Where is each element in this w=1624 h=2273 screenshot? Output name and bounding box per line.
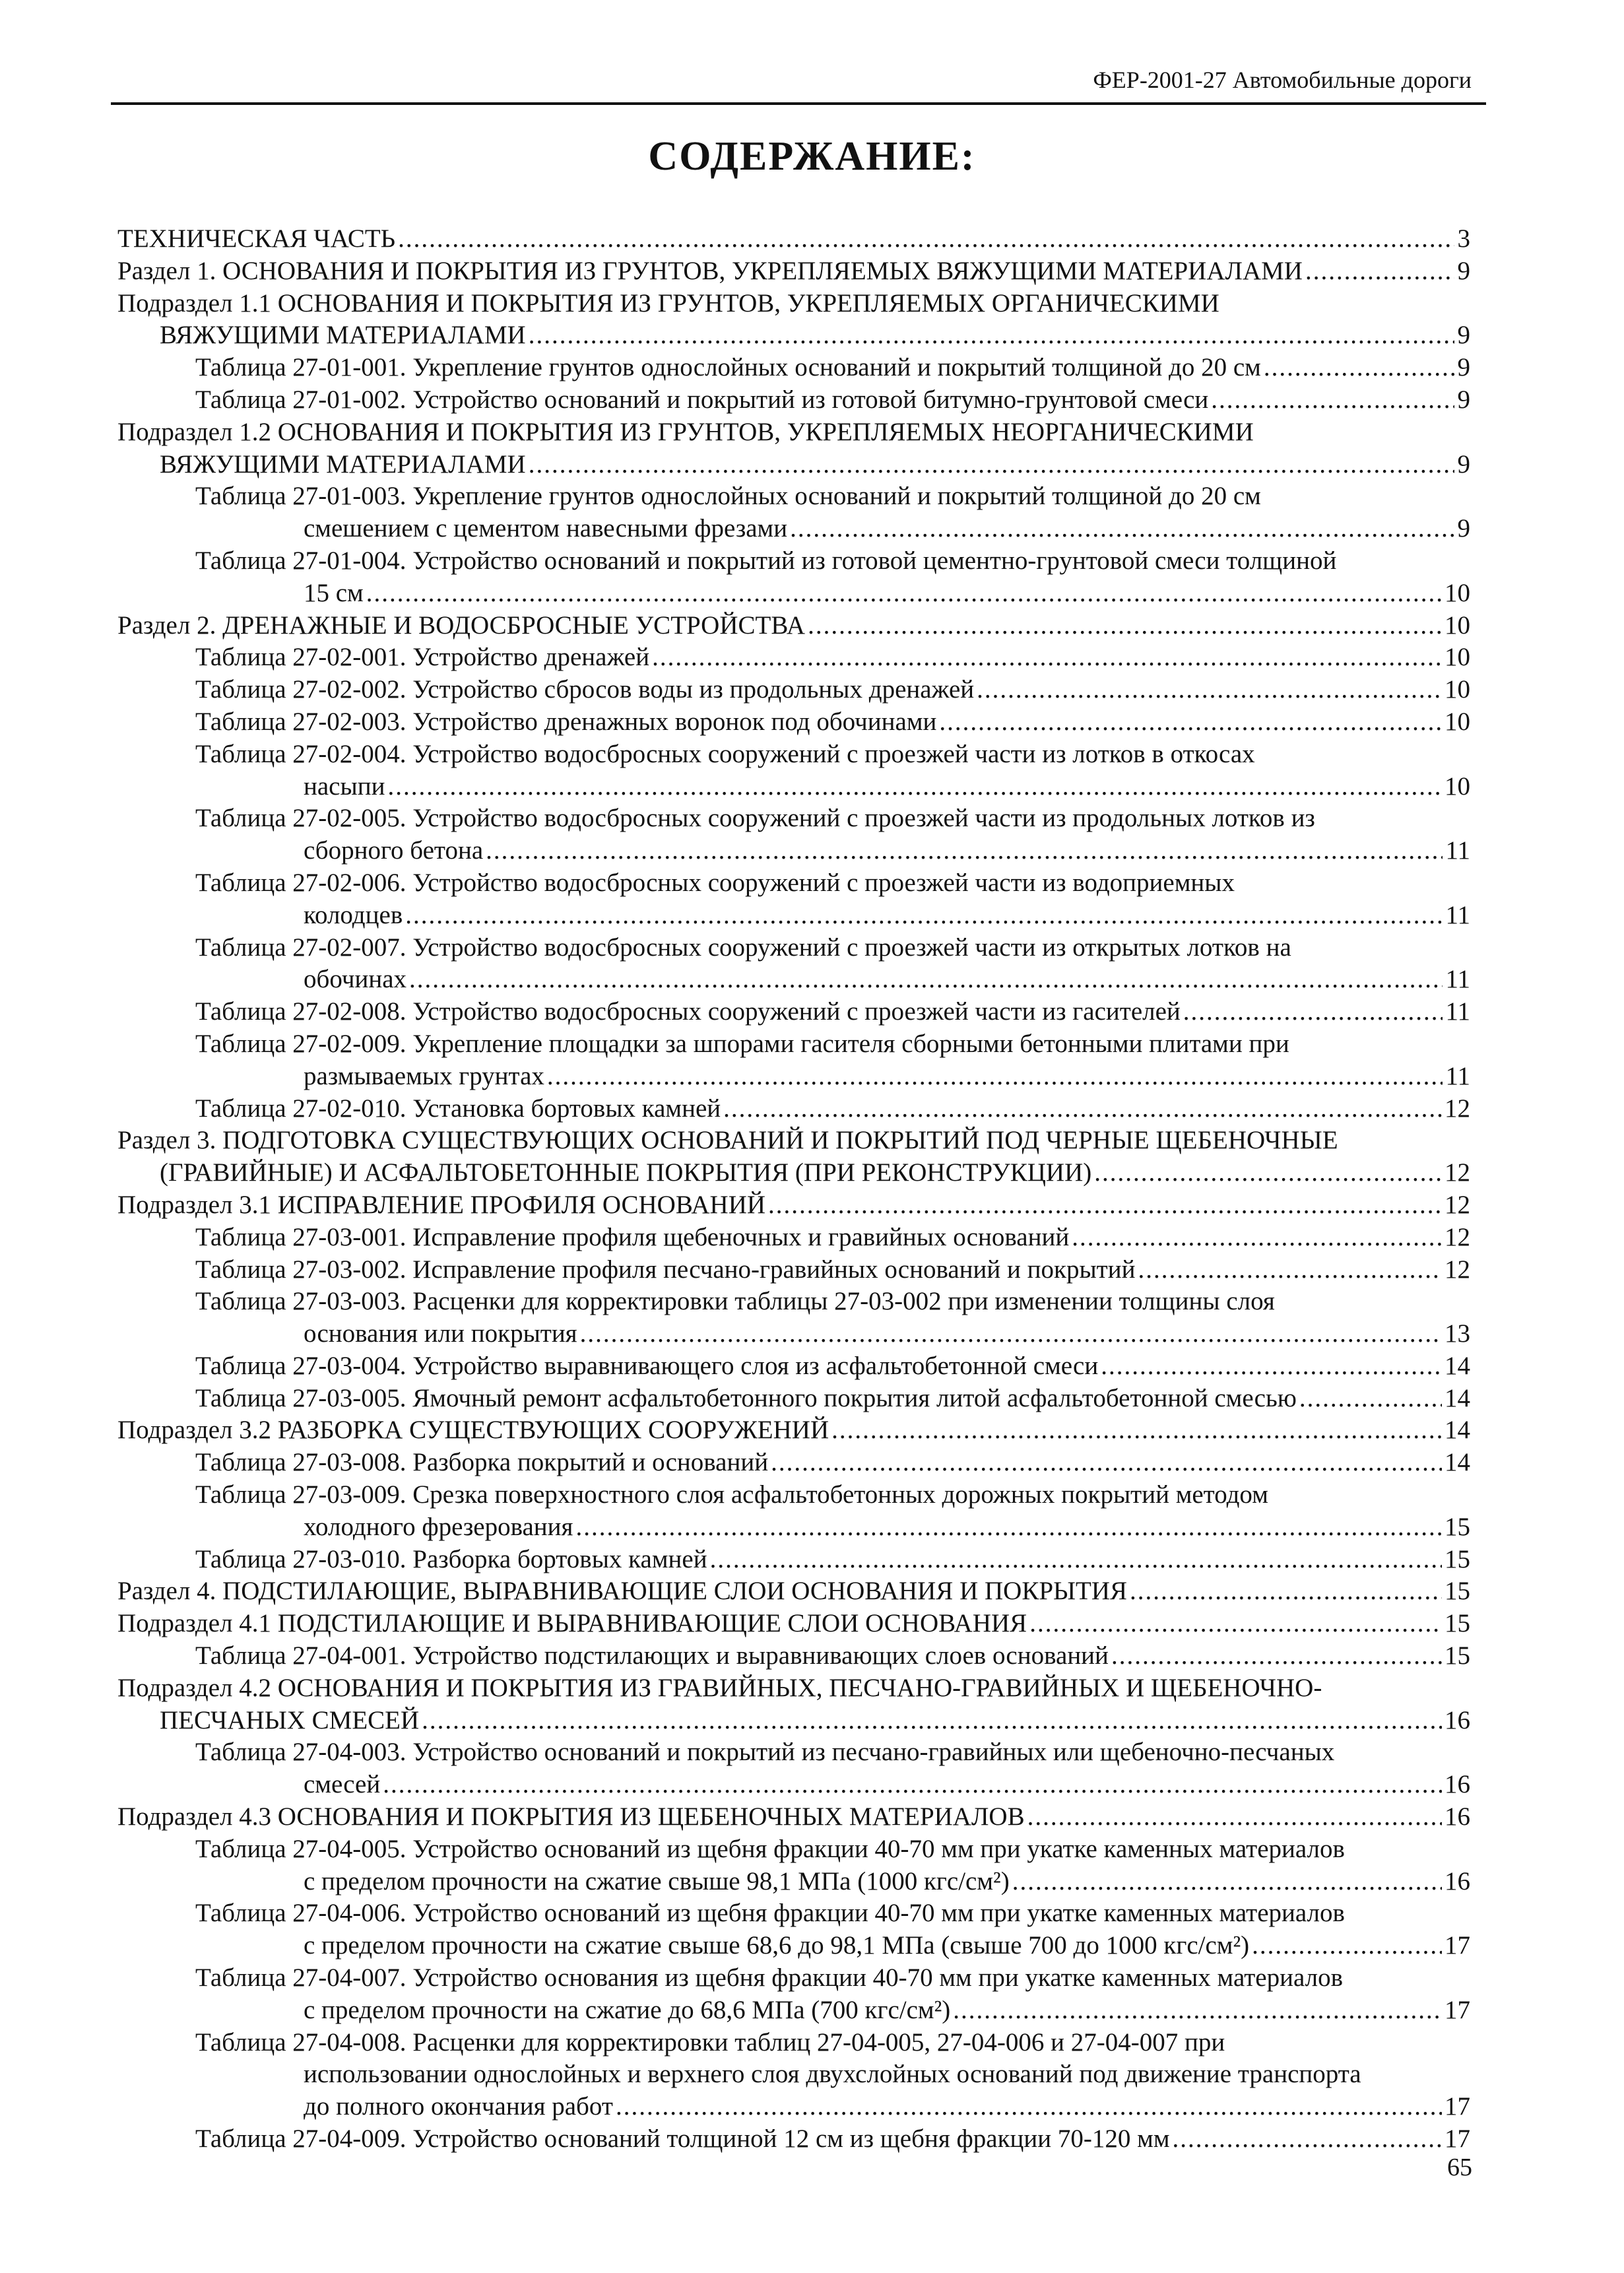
toc-entry-text: Таблица 27-01-003. Укрепление грунтов однослойных оснований и покрытий толщиной до 20 см	[195, 482, 1261, 511]
toc-entry-text: Таблица 27-02-001. Устройство дренажей	[195, 643, 650, 672]
toc-page-number: 3	[1457, 224, 1470, 253]
toc-entry-text: Таблица 27-01-001. Укрепление грунтов однослойных оснований и покрытий толщиной до 20 см	[195, 353, 1261, 382]
toc-page-number: 17	[1445, 2092, 1470, 2121]
toc-page-number: 15	[1445, 1512, 1470, 1541]
toc-page-number: 14	[1445, 1383, 1470, 1412]
toc-entry-text: Таблица 27-04-009. Устройство оснований толщиной 12 см из щебня фракции 70-120 мм	[195, 2125, 1170, 2154]
toc-entry[interactable]	[117, 480, 1470, 513]
toc-entry[interactable]	[117, 1994, 1470, 2027]
toc-entry[interactable]	[117, 1254, 1470, 1286]
toc-entry-text: обочинах	[304, 965, 406, 994]
toc-page-number: 10	[1445, 675, 1470, 704]
toc-page-number: 15	[1445, 1609, 1470, 1638]
dot-leader	[409, 964, 1443, 996]
page-number: 65	[1447, 2154, 1472, 2181]
toc-entry-text: Подраздел 3.1 ИСПРАВЛЕНИЕ ПРОФИЛЯ ОСНОВАНИЙ	[117, 1190, 766, 1219]
toc-entry-text: Таблица 27-04-006. Устройство оснований из щебня фракции 40-70 мм при укатке каменных материалов	[195, 1899, 1345, 1928]
toc-entry-text: Подраздел 4.1 ПОДСТИЛАЮЩИЕ И ВЫРАВНИВАЮЩИЕ СЛОИ ОСНОВАНИЯ	[117, 1609, 1027, 1638]
dot-leader	[1012, 1866, 1442, 1898]
toc-entry[interactable]	[117, 642, 1470, 674]
toc-page-number: 17	[1445, 1995, 1470, 2024]
toc-entry[interactable]	[117, 1447, 1470, 1479]
toc-page-number: 11	[1445, 1061, 1470, 1090]
toc-page-number: 15	[1445, 1577, 1470, 1606]
toc-page-number: 10	[1445, 643, 1470, 672]
toc-entry[interactable]	[117, 1672, 1470, 1705]
toc-page-number: 11	[1445, 836, 1470, 865]
toc-entry[interactable]	[117, 900, 1470, 932]
toc-entry-text: Таблица 27-02-006. Устройство водосбросных сооружений с проезжей части из водоприемных	[195, 868, 1235, 897]
toc-entry[interactable]	[117, 288, 1470, 320]
toc-entry[interactable]	[117, 1511, 1470, 1544]
toc-entry-text: Подраздел 1.2 ОСНОВАНИЯ И ПОКРЫТИЯ ИЗ ГРУНТОВ, УКРЕПЛЯЕМЫХ НЕОРГАНИЧЕСКИМИ	[117, 417, 1254, 446]
toc-entry-text: Раздел 1. ОСНОВАНИЯ И ПОКРЫТИЯ ИЗ ГРУНТОВ, УКРЕПЛЯЕМЫХ ВЯЖУЩИМИ МАТЕРИАЛАМИ	[117, 256, 1303, 285]
toc-entry[interactable]	[117, 1962, 1470, 1994]
toc-page-number: 14	[1445, 1351, 1470, 1380]
dot-leader	[1252, 1930, 1442, 1962]
header-rule	[111, 102, 1486, 105]
toc-page-number: 12	[1445, 1190, 1470, 1219]
toc-entry-text: до полного окончания работ	[304, 2092, 613, 2121]
toc-page-number: 9	[1457, 256, 1470, 285]
toc-entry-text: смешением с цементом навесными фрезами	[304, 514, 788, 543]
toc-entry[interactable]	[117, 1897, 1470, 1930]
dot-leader	[1211, 384, 1454, 416]
toc-entry-text: Таблица 27-03-009. Срезка поверхностного слоя асфальтобетонных дорожных покрытий методом	[195, 1480, 1268, 1509]
toc-entry[interactable]	[117, 1383, 1470, 1415]
toc-entry[interactable]	[117, 771, 1470, 803]
toc-entry[interactable]	[117, 1769, 1470, 1801]
dot-leader	[580, 1318, 1442, 1350]
toc-entry-text: с пределом прочности на сжатие свыше 98,1 МПа (1000 кгс/см²)	[304, 1866, 1010, 1895]
toc-entry[interactable]	[117, 319, 1470, 352]
toc-entry-text: ВЯЖУЩИМИ МАТЕРИАЛАМИ	[160, 449, 526, 478]
toc-entry[interactable]	[117, 1479, 1470, 1511]
toc-entry[interactable]	[117, 352, 1470, 384]
toc-page-number: 11	[1445, 997, 1470, 1026]
toc-entry[interactable]	[117, 1318, 1470, 1350]
toc-entry[interactable]	[117, 1544, 1470, 1576]
toc-entry-text: Таблица 27-03-010. Разборка бортовых камней	[195, 1544, 707, 1573]
dot-leader	[977, 674, 1442, 706]
toc-entry-text: Раздел 3. ПОДГОТОВКА СУЩЕСТВУЮЩИХ ОСНОВАНИЙ И ПОКРЫТИЙ ПОД ЧЕРНЫЕ ЩЕБЕНОЧНЫЕ	[117, 1126, 1338, 1155]
toc-entry[interactable]	[117, 1575, 1470, 1608]
toc-entry-text: сборного бетона	[304, 836, 484, 865]
toc-entry-text: 15 см	[304, 578, 364, 607]
toc-entry-text: размываемых грунтах	[304, 1061, 544, 1090]
dot-leader	[1138, 1254, 1442, 1286]
toc-entry-text: Таблица 27-02-007. Устройство водосбросных сооружений с проезжей части из открытых лотков на	[195, 933, 1291, 962]
dot-leader	[723, 1093, 1442, 1125]
toc-entry[interactable]	[117, 1705, 1470, 1737]
dot-leader	[405, 900, 1443, 932]
dot-leader	[652, 642, 1442, 674]
dot-leader	[366, 577, 1442, 610]
toc-entry[interactable]	[117, 1222, 1470, 1254]
toc-entry-text: смесей	[304, 1770, 381, 1799]
toc-entry-text: Раздел 2. ДРЕНАЖНЫЕ И ВОДОСБРОСНЫЕ УСТРОЙСТВА	[117, 610, 806, 640]
toc-entry[interactable]	[117, 1866, 1470, 1898]
dot-leader	[1299, 1383, 1442, 1415]
toc-entry[interactable]	[117, 1350, 1470, 1383]
toc-page-number: 12	[1445, 1094, 1470, 1123]
toc-entry-text: Таблица 27-04-001. Устройство подстилающих и выравнивающих слоев оснований	[195, 1641, 1109, 1670]
toc-page-number: 14	[1445, 1416, 1470, 1445]
toc-entry-text: Таблица 27-04-008. Расценки для корректировки таблиц 27-04-005, 27-04-006 и 27-04-007 при	[195, 2027, 1225, 2057]
toc-page-number: 16	[1445, 1802, 1470, 1831]
dot-leader	[1101, 1350, 1442, 1383]
toc-page-number: 10	[1445, 610, 1470, 640]
toc-page-number: 9	[1457, 353, 1470, 382]
toc-entry-text: колодцев	[304, 900, 403, 929]
toc-entry-text: Таблица 27-04-007. Устройство основания из щебня фракции 40-70 мм при укатке каменных материалов	[195, 1963, 1344, 1993]
toc-entry[interactable]	[117, 1608, 1470, 1640]
dot-leader	[1029, 1608, 1442, 1640]
toc-entry[interactable]	[117, 1414, 1470, 1447]
dot-leader	[383, 1769, 1442, 1801]
dot-leader	[422, 1705, 1442, 1737]
toc-entry-text: насыпи	[304, 772, 385, 801]
toc-entry[interactable]	[117, 1286, 1470, 1318]
toc-entry-text: Таблица 27-03-002. Исправление профиля песчано-гравийных оснований и покрытий	[195, 1255, 1136, 1284]
dot-leader	[398, 223, 1454, 255]
dot-leader	[808, 610, 1442, 642]
toc-entry-text: Таблица 27-03-005. Ямочный ремонт асфальтобетонного покрытия литой асфальтобетонной смесью	[195, 1383, 1297, 1412]
dot-leader	[1072, 1222, 1442, 1254]
toc-entry[interactable]	[117, 706, 1470, 739]
toc-entry-text: Таблица 27-02-004. Устройство водосбросных сооружений с проезжей части из лотков в откосах	[195, 739, 1255, 768]
toc-entry-text: Таблица 27-01-002. Устройство оснований и покрытий из готовой битумно-грунтовой смеси	[195, 385, 1209, 414]
toc-entry-text: Таблица 27-03-004. Устройство выравнивающего слоя из асфальтобетонной смеси	[195, 1351, 1099, 1380]
toc-entry[interactable]	[117, 577, 1470, 610]
toc-entry-text: Таблица 27-03-003. Расценки для корректировки таблицы 27-03-002 при изменении толщины слоя	[195, 1287, 1275, 1316]
toc-entry-text: ТЕХНИЧЕСКАЯ ЧАСТЬ	[117, 224, 396, 253]
toc-entry[interactable]	[117, 1093, 1470, 1125]
toc-page-number: 17	[1445, 2125, 1470, 2154]
toc-entry-text: Раздел 4. ПОДСТИЛАЮЩИЕ, ВЫРАВНИВАЮЩИЕ СЛОИ ОСНОВАНИЯ И ПОКРЫТИЯ	[117, 1577, 1128, 1606]
dot-leader	[771, 1447, 1442, 1479]
dot-leader	[790, 513, 1454, 545]
toc-page-number: 9	[1457, 385, 1470, 414]
toc-entry[interactable]	[117, 2059, 1470, 2091]
toc-entry-text: холодного фрезерования	[304, 1512, 573, 1541]
toc-entry[interactable]	[117, 513, 1470, 545]
toc-entry-text: Подраздел 3.2 РАЗБОРКА СУЩЕСТВУЮЩИХ СООРУЖЕНИЙ	[117, 1416, 829, 1445]
toc-page-number: 15	[1445, 1641, 1470, 1670]
toc-entry[interactable]	[117, 2123, 1470, 2156]
dot-leader	[1264, 352, 1454, 384]
dot-leader	[1111, 1640, 1442, 1672]
toc-entry-text: Таблица 27-02-008. Устройство водосбросных сооружений с проезжей части из гасителей	[195, 997, 1181, 1026]
toc-page-number: 10	[1445, 578, 1470, 607]
toc-entry[interactable]	[117, 1930, 1470, 1962]
toc-page-number: 9	[1457, 449, 1470, 478]
toc-entry[interactable]	[117, 610, 1470, 642]
toc-entry[interactable]	[117, 449, 1470, 481]
toc-entry-text: использовании однослойных и верхнего слоя двухслойных оснований под движение транспорта	[304, 2060, 1361, 2089]
toc-entry-text: ВЯЖУЩИМИ МАТЕРИАЛАМИ	[160, 321, 526, 350]
dot-leader	[1173, 2123, 1443, 2156]
dot-leader	[387, 771, 1442, 803]
toc-entry[interactable]	[117, 932, 1470, 964]
dot-leader	[529, 319, 1454, 352]
dot-leader	[529, 449, 1454, 481]
dot-leader	[1305, 255, 1454, 288]
dot-leader	[576, 1511, 1443, 1544]
toc-page-number: 11	[1445, 900, 1470, 929]
dot-leader	[1027, 1801, 1442, 1833]
toc-entry-text: Таблица 27-03-008. Разборка покрытий и оснований	[195, 1448, 769, 1477]
toc-page-number: 15	[1445, 1544, 1470, 1573]
toc-entry-text: Подраздел 4.2 ОСНОВАНИЯ И ПОКРЫТИЯ ИЗ ГРАВИЙНЫХ, ПЕСЧАНО-ГРАВИЙНЫХ И ЩЕБЕНОЧНО-	[117, 1673, 1322, 1702]
toc-entry[interactable]	[117, 384, 1470, 416]
toc-page-number: 9	[1457, 514, 1470, 543]
toc-entry[interactable]	[117, 1125, 1470, 1157]
toc-entry-text: с пределом прочности на сжатие до 68,6 МПа (700 кгс/см²)	[304, 1995, 951, 2024]
toc-entry[interactable]	[117, 416, 1470, 449]
toc-entry[interactable]	[117, 1061, 1470, 1093]
table-of-contents	[117, 223, 1470, 2156]
toc-page-number: 11	[1445, 965, 1470, 994]
toc-entry-text: ПЕСЧАНЫХ СМЕСЕЙ	[160, 1705, 420, 1734]
toc-entry[interactable]	[117, 1736, 1470, 1769]
dot-leader	[547, 1061, 1443, 1093]
toc-page-number: 9	[1457, 321, 1470, 350]
toc-entry[interactable]	[117, 1028, 1470, 1061]
toc-page-number: 10	[1445, 707, 1470, 736]
toc-entry[interactable]	[117, 674, 1470, 706]
toc-page-number: 16	[1445, 1705, 1470, 1734]
toc-entry-text: (ГРАВИЙНЫЕ) И АСФАЛЬТОБЕТОННЫЕ ПОКРЫТИЯ (ПРИ РЕКОНСТРУКЦИИ)	[160, 1158, 1092, 1187]
toc-entry[interactable]	[117, 545, 1470, 577]
toc-entry-text: Таблица 27-04-003. Устройство оснований и покрытий из песчано-гравийных или щебеночно-песчаных	[195, 1738, 1335, 1767]
dot-leader	[939, 706, 1442, 739]
toc-entry-text: с пределом прочности на сжатие свыше 68,6 до 98,1 МПа (свыше 700 до 1000 кгс/см²)	[304, 1931, 1250, 1960]
toc-entry[interactable]	[117, 996, 1470, 1028]
toc-entry[interactable]	[117, 1189, 1470, 1222]
toc-entry[interactable]	[117, 223, 1470, 255]
toc-entry-text: Таблица 27-04-005. Устройство оснований из щебня фракции 40-70 мм при укатке каменных материалов	[195, 1834, 1345, 1863]
toc-entry[interactable]	[117, 835, 1470, 867]
toc-entry-text: основания или покрытия	[304, 1319, 577, 1348]
toc-page-number: 10	[1445, 772, 1470, 801]
page-title: СОДЕРЖАНИЕ:	[648, 134, 976, 179]
toc-entry-text: Таблица 27-02-010. Установка бортовых камней	[195, 1094, 721, 1123]
toc-page-number: 16	[1445, 1866, 1470, 1895]
dot-leader	[768, 1189, 1442, 1222]
toc-page-number: 14	[1445, 1448, 1470, 1477]
toc-entry-text: Таблица 27-02-005. Устройство водосбросных сооружений с проезжей части из продольных лотков из	[195, 804, 1315, 833]
toc-entry-text: Подраздел 1.1 ОСНОВАНИЯ И ПОКРЫТИЯ ИЗ ГРУНТОВ, УКРЕПЛЯЕМЫХ ОРГАНИЧЕСКИМИ	[117, 288, 1219, 317]
running-header: ФЕР-2001-27 Автомобильные дороги	[1093, 67, 1472, 93]
toc-entry[interactable]	[117, 1833, 1470, 1866]
dot-leader	[486, 835, 1443, 867]
dot-leader	[953, 1994, 1442, 2027]
toc-entry[interactable]	[117, 2091, 1470, 2123]
toc-entry[interactable]	[117, 739, 1470, 771]
dot-leader	[831, 1414, 1442, 1447]
toc-page-number: 16	[1445, 1770, 1470, 1799]
toc-entry-text: Таблица 27-02-003. Устройство дренажных воронок под обочинами	[195, 707, 937, 736]
toc-entry[interactable]	[117, 255, 1470, 288]
toc-entry[interactable]	[117, 867, 1470, 900]
toc-entry[interactable]	[117, 964, 1470, 996]
toc-entry[interactable]	[117, 1801, 1470, 1833]
toc-entry-text: Таблица 27-03-001. Исправление профиля щебеночных и гравийных оснований	[195, 1222, 1070, 1251]
toc-entry[interactable]	[117, 1640, 1470, 1672]
toc-entry-text: Таблица 27-02-009. Укрепление площадки за шпорами гасителя сборными бетонными плитами при	[195, 1029, 1289, 1058]
toc-page-number: 12	[1445, 1222, 1470, 1251]
toc-entry-text: Таблица 27-01-004. Устройство оснований и покрытий из готовой цементно-грунтовой смеси толщиной	[195, 546, 1337, 575]
toc-entry[interactable]	[117, 2027, 1470, 2059]
toc-entry[interactable]	[117, 1157, 1470, 1189]
dot-leader	[1183, 996, 1443, 1028]
toc-entry[interactable]	[117, 803, 1470, 835]
dot-leader	[1094, 1157, 1442, 1189]
dot-leader	[1130, 1575, 1442, 1608]
dot-leader	[710, 1544, 1442, 1576]
toc-page-number: 12	[1445, 1255, 1470, 1284]
toc-entry-text: Таблица 27-02-002. Устройство сбросов воды из продольных дренажей	[195, 675, 975, 704]
toc-page-number: 17	[1445, 1931, 1470, 1960]
dot-leader	[616, 2091, 1442, 2123]
toc-entry-text: Подраздел 4.3 ОСНОВАНИЯ И ПОКРЫТИЯ ИЗ ЩЕБЕНОЧНЫХ МАТЕРИАЛОВ	[117, 1802, 1025, 1831]
toc-page-number: 13	[1445, 1319, 1470, 1348]
toc-page-number: 12	[1445, 1158, 1470, 1187]
